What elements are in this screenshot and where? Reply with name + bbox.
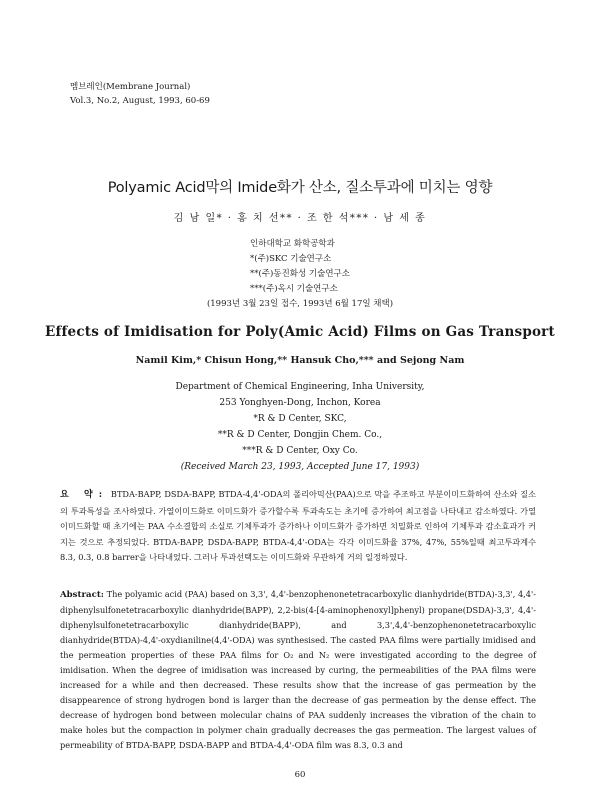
korean-affiliation-line: *(주)SKC 기술연구소 <box>250 254 332 264</box>
english-affiliation-line: ***R & D Center, Oxy Co. <box>242 446 358 456</box>
english-abstract <box>60 587 536 753</box>
english-abstract-label: Abstract: <box>60 590 104 600</box>
korean-affiliations <box>0 237 600 312</box>
korean-affiliation-line: ***(주)옥시 기술연구소 <box>250 284 338 294</box>
journal-name: 멤브레인(Membrane Journal) <box>70 82 191 92</box>
english-affiliation-line: **R & D Center, Dongjin Chem. Co., <box>217 430 383 440</box>
korean-abstract-label: 요 약: <box>60 490 109 500</box>
english-affiliation-line: *R & D Center, SKC, <box>253 414 347 424</box>
korean-abstract <box>60 487 536 566</box>
english-authors: Namil Kim,* Chisun Hong,** Hansuk Cho,*** and Sejong Nam <box>135 355 465 366</box>
korean-abstract-text: BTDA-BAPP, DSDA-BAPP, BTDA-4,4'-ODA의 폴리아믹산(PAA)으로 막을 주조하고 부분이미드화하여 산소와 질소의 투과특성을 조사하였다. 가열이미드화로 이미드화가 증가할수록 투과속도는 초기에 증가하여 최고점을 나타내고 감소하였다. 가열이미드화할 때 초기에는 PAA 수소결합의 소실로 기체투과가 증가하나 이미드화가 증가하면 치밀화로 인하여 기체투과 감소효과가 커지는 것으로 추정되었다. BTDA-BAPP, DSDA-BAPP, BTDA-4,4'-ODA는 각각 이미드화율 37%, 47%, 55%일때 최고투과계수 8.3, 0.3, 0.8 barrer을 나타내었다. 그러나 투과선택도는 이미드화와 무관하게 거의 일정하였다. <box>60 489 536 562</box>
english-abstract-text: The polyamic acid (PAA) based on 3,3', 4,4'-benzophenonetetracarboxylic dianhydride(BTDA)-3,3', 4,4'-diphenylsulfonetetracarboxylic dianhydride(BAPP), 2,2-bis(4-[4-aminophenoxyl]phenyl) propane(DSDA)-3,3', 4,4'-diphenylsulfonetetracarboxylic dianhydride(BAPP), and 3,3',4,4'-benzophenonetetracarboxylic dianhydride(BTDA)-4,4'-oxydianiline(4,4'-ODA) was synthesised. The casted PAA films were partially imidised and the permeation properties of these PAA films for O₂ and N₂ were investigated according to the degree of imidisation. When the degree of imidisation was increased by curing, the permeabilities of the PAA films were increased for a while and then decreased. These results show that the increase of gas permeation by the disappearence of strong hydrogen bond is larger than the decrease of gas permeation by the dense effect. The decrease of hydrogen bond between molecular chains of PAA suddenly increases the vibration of the chain to make holes but the compaction in polymer chain gradually decreases the gas permeation. The largest values of permeability of BTDA-BAPP, DSDA-BAPP and BTDA-4,4'-ODA film was 8.3, 0.3 and <box>60 589 536 750</box>
english-title: Effects of Imidisation for Poly(Amic Acid) Films on Gas Transport <box>45 324 555 340</box>
english-affiliation-line: 253 Yonghyen-Dong, Inchon, Korea <box>219 398 381 408</box>
korean-received-dates: (1993년 3월 23일 접수, 1993년 6월 17일 채택) <box>206 299 394 309</box>
english-affiliations <box>0 379 600 475</box>
page-number: 60 <box>294 770 306 780</box>
english-affiliation-line: Department of Chemical Engineering, Inha University, <box>175 382 425 392</box>
journal-header <box>70 80 210 108</box>
english-received-dates: (Received March 23, 1993, Accepted June 17, 1993) <box>180 462 420 472</box>
korean-authors: 김 남 일* · 홍 치 선** · 조 한 석*** · 남 세 종 <box>173 213 427 224</box>
journal-issue: Vol.3, No.2, August, 1993, 60-69 <box>70 96 210 106</box>
korean-title: Polyamic Acid막의 Imide화가 산소, 질소투과에 미치는 영향 <box>107 180 493 196</box>
korean-affiliation-line: **(주)동진화성 기술연구소 <box>250 269 350 279</box>
korean-affiliation-line: 인하대학교 화학공학과 <box>250 239 335 249</box>
